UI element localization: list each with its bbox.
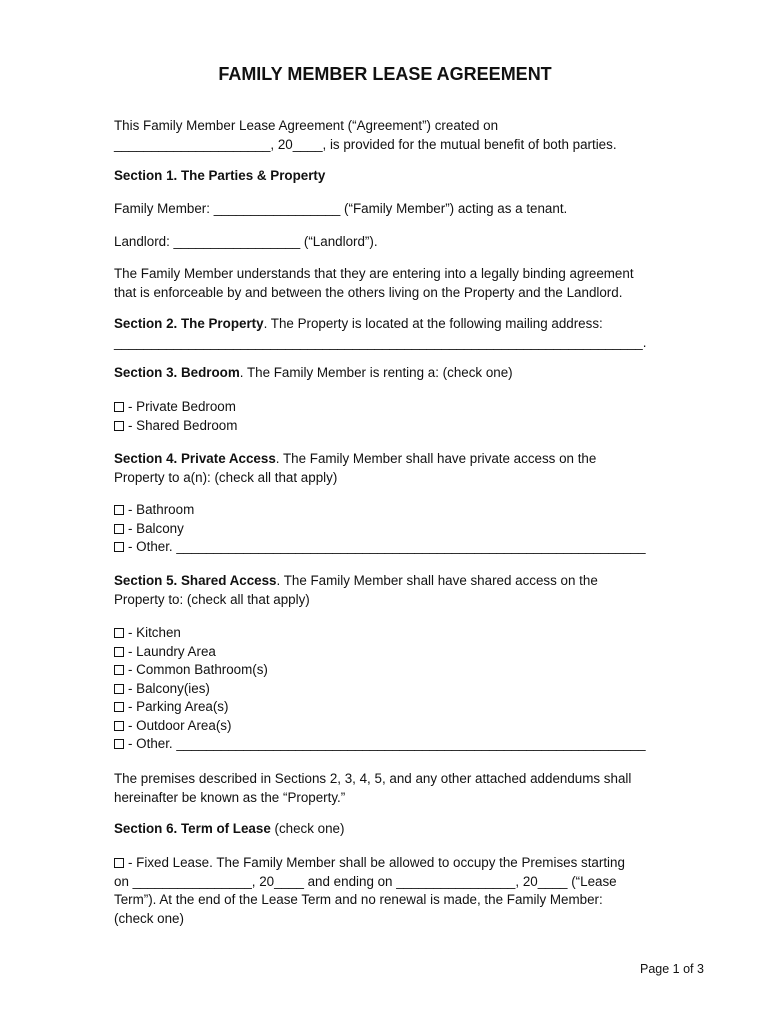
intro-paragraph: This Family Member Lease Agreement (“Agreement”) created on _____________________, 20____, is provided for the mutual benefit of both parties. — [114, 118, 617, 152]
list-item: - Common Bathroom(s) — [114, 661, 674, 680]
checkbox-icon[interactable] — [114, 505, 124, 515]
section2-heading: Section 2. The Property — [114, 316, 264, 331]
section4: Section 4. Private Access. The Family Member shall have private access on the Property to a(n): (check all that apply) — [114, 451, 597, 485]
list-item: - Bathroom — [114, 501, 674, 520]
document-title: FAMILY MEMBER LEASE AGREEMENT — [218, 64, 552, 84]
list-item: - Kitchen — [114, 624, 674, 643]
list-item: - Shared Bedroom — [114, 417, 674, 436]
section1-heading: Section 1. The Parties & Property — [114, 168, 326, 183]
list-item: - Balcony(ies) — [114, 680, 674, 699]
section6-heading: Section 6. Term of Lease — [114, 821, 271, 836]
section3-heading: Section 3. Bedroom — [114, 365, 240, 380]
section6: Section 6. Term of Lease (check one) — [114, 821, 345, 836]
family-member-line: Family Member: _________________ (“Family Member”) acting as a tenant. — [114, 201, 568, 216]
section3: Section 3. Bedroom. The Family Member is renting a: (check one) — [114, 365, 513, 380]
section2: Section 2. The Property. The Property is located at the following mailing address: _______________________________________________________________________. — [114, 315, 674, 352]
list-item: - Other. _______________________________________________________________ — [114, 538, 674, 557]
fixed-lease-paragraph: - Fixed Lease. The Family Member shall be allowed to occupy the Premises starting on ________________, 20____ and ending on ________________, 20____ (“Lease Term”). At the end of the Lease Term and no renewal is made, the Family Member: (check one) — [114, 855, 625, 926]
list-item: - Other. _______________________________________________________________ — [114, 735, 674, 754]
premises-paragraph: The premises described in Sections 2, 3, 4, 5, and any other attached addendums shall hereinafter be known as the “Property.” — [114, 771, 632, 805]
checkbox-icon[interactable] — [114, 402, 124, 412]
checkbox-icon[interactable] — [114, 665, 124, 675]
address-blank: _______________________________________________________________________. — [114, 334, 647, 350]
checkbox-icon[interactable] — [114, 721, 124, 731]
section5-options — [114, 624, 674, 754]
list-item: - Balcony — [114, 520, 674, 539]
section1-paragraph: The Family Member understands that they are entering into a legally binding agreement that is enforceable by and between the others living on the Property and the Landlord. — [114, 266, 634, 300]
checkbox-icon[interactable] — [114, 858, 124, 868]
section5: Section 5. Shared Access. The Family Member shall have shared access on the Property to: (check all that apply) — [114, 573, 598, 607]
checkbox-icon[interactable] — [114, 702, 124, 712]
page-number: Page 1 of 3 — [640, 962, 704, 976]
list-item: - Private Bedroom — [114, 398, 674, 417]
checkbox-icon[interactable] — [114, 684, 124, 694]
checkbox-icon[interactable] — [114, 647, 124, 657]
list-item: - Laundry Area — [114, 643, 674, 662]
checkbox-icon[interactable] — [114, 739, 124, 749]
list-item: - Parking Area(s) — [114, 698, 674, 717]
checkbox-icon[interactable] — [114, 628, 124, 638]
checkbox-icon[interactable] — [114, 542, 124, 552]
checkbox-icon[interactable] — [114, 524, 124, 534]
section3-options — [114, 398, 674, 435]
checkbox-icon[interactable] — [114, 421, 124, 431]
section4-heading: Section 4. Private Access — [114, 451, 276, 466]
landlord-line: Landlord: _________________ (“Landlord”). — [114, 234, 378, 249]
list-item: - Outdoor Area(s) — [114, 717, 674, 736]
section5-heading: Section 5. Shared Access — [114, 573, 277, 588]
section4-options — [114, 501, 674, 557]
